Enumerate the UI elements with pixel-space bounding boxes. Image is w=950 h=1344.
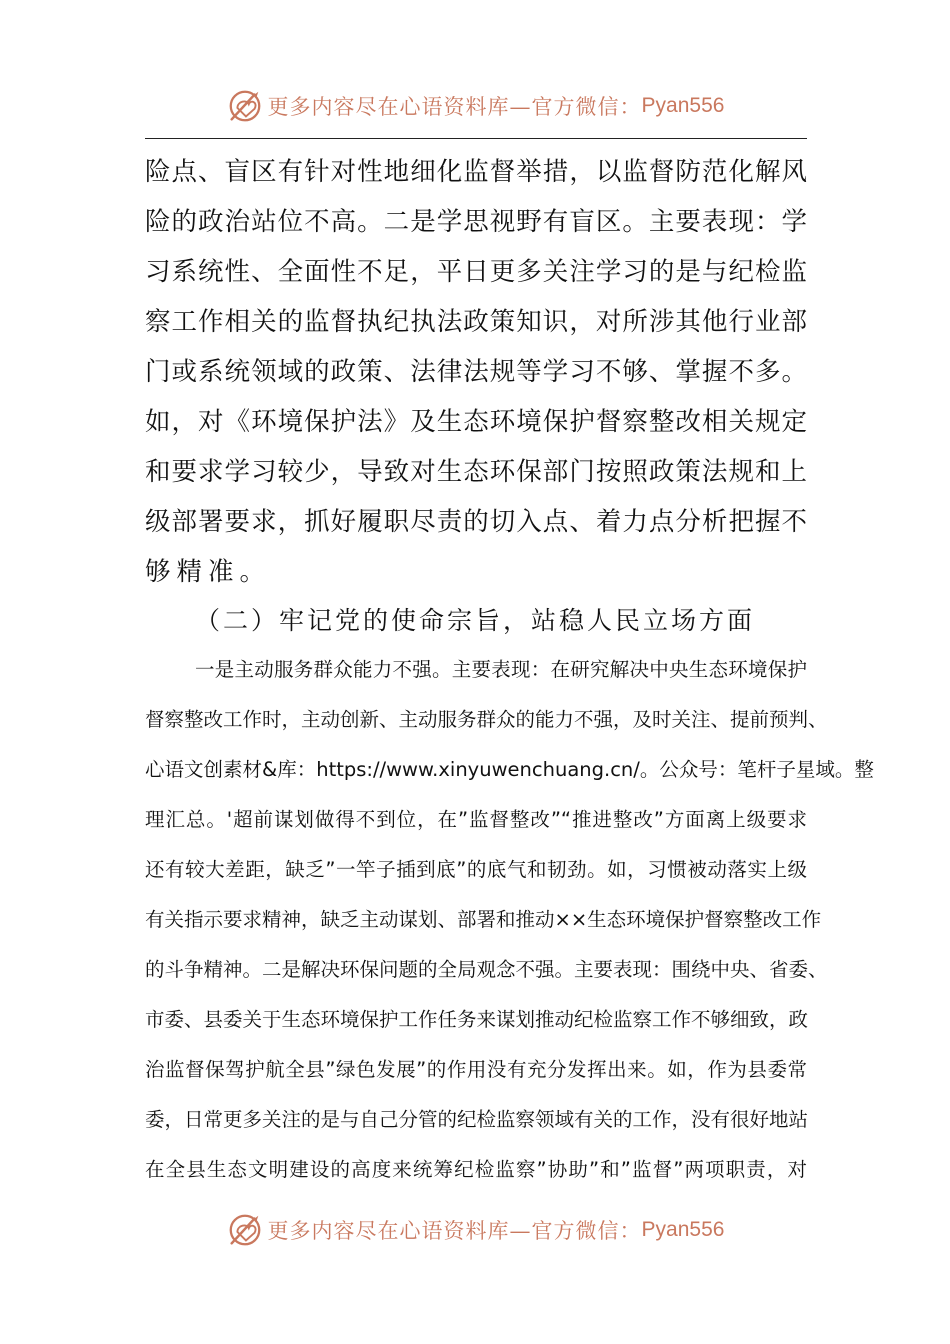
header-watermark — [0, 84, 950, 128]
body-line: 察工作相关的监督执纪执法政策知识，对所涉其他行业部 — [145, 307, 807, 337]
body-line: 市委、县委关于生态环境保护工作任务来谋划推动纪检监察工作不够细致，政 — [145, 1008, 809, 1031]
body-line: 理汇总。'超前谋划做得不到位，在”监督整改”“推进整改”方面离上级要求 — [145, 808, 807, 831]
watermark-text: 更多内容尽在心语资料库—官方微信： — [267, 95, 642, 119]
body-line: 还有较大差距，缺乏”一竿子插到底”的底气和韧劲。如，习惯被动落实上级 — [145, 858, 807, 881]
body-line: 心语文创素材&库：https://www.xinyuwenchuang.cn/。公众号：笔杆子星域。整 — [145, 758, 874, 781]
header-divider — [145, 138, 807, 139]
body-line: 险的政治站位不高。二是学思视野有盲区。主要表现：学 — [145, 207, 807, 237]
body-line: 一是主动服务群众能力不强。主要表现：在研究解决中央生态环境保护 — [195, 658, 807, 681]
body-line: 的斗争精神。二是解决环保问题的全局观念不强。主要表现：围绕中央、省委、 — [145, 958, 828, 981]
body-line: 治监督保驾护航全县”绿色发展”的作用没有充分发挥出来。如，作为县委常 — [145, 1058, 807, 1081]
watermark-wechat-id: Pyan556 — [641, 94, 725, 117]
body-line: 督察整改工作时，主动创新、主动服务群众的能力不强，及时关注、提前预判、 — [145, 708, 828, 731]
body-line: 有关指示要求精神，缺乏主动谋划、部署和推动××生态环境保护督察整改工作 — [145, 908, 822, 931]
body-line: 习系统性、全面性不足，平日更多关注学习的是与纪检监 — [145, 257, 807, 287]
quill-heart-logo-icon — [226, 1211, 264, 1249]
body-line: 险点、盲区有针对性地细化监督举措，以监督防范化解风 — [145, 157, 807, 187]
quill-heart-logo-icon — [226, 87, 264, 125]
body-line: 和要求学习较少，导致对生态环保部门按照政策法规和上 — [145, 457, 807, 487]
body-line: 级部署要求，抓好履职尽责的切入点、着力点分析把握不 — [145, 507, 807, 537]
body-line: 门或系统领域的政策、法律法规等学习不够、掌握不多。 — [145, 357, 807, 387]
body-line: 委，日常更多关注的是与自己分管的纪检监察领域有关的工作，没有很好地站 — [145, 1108, 809, 1131]
body-line: 在全县生态文明建设的高度来统筹纪检监察”协助”和”监督”两项职责，对 — [145, 1158, 807, 1181]
body-line: 够精准。 — [145, 557, 272, 587]
body-line: 如，对《环境保护法》及生态环境保护督察整改相关规定 — [145, 407, 807, 437]
watermark-wechat-id: Pyan556 — [641, 1218, 725, 1241]
footer-watermark — [0, 1208, 950, 1252]
section-heading: （二）牢记党的使命宗旨，站稳人民立场方面 — [195, 606, 756, 635]
watermark-text: 更多内容尽在心语资料库—官方微信： — [267, 1219, 642, 1243]
